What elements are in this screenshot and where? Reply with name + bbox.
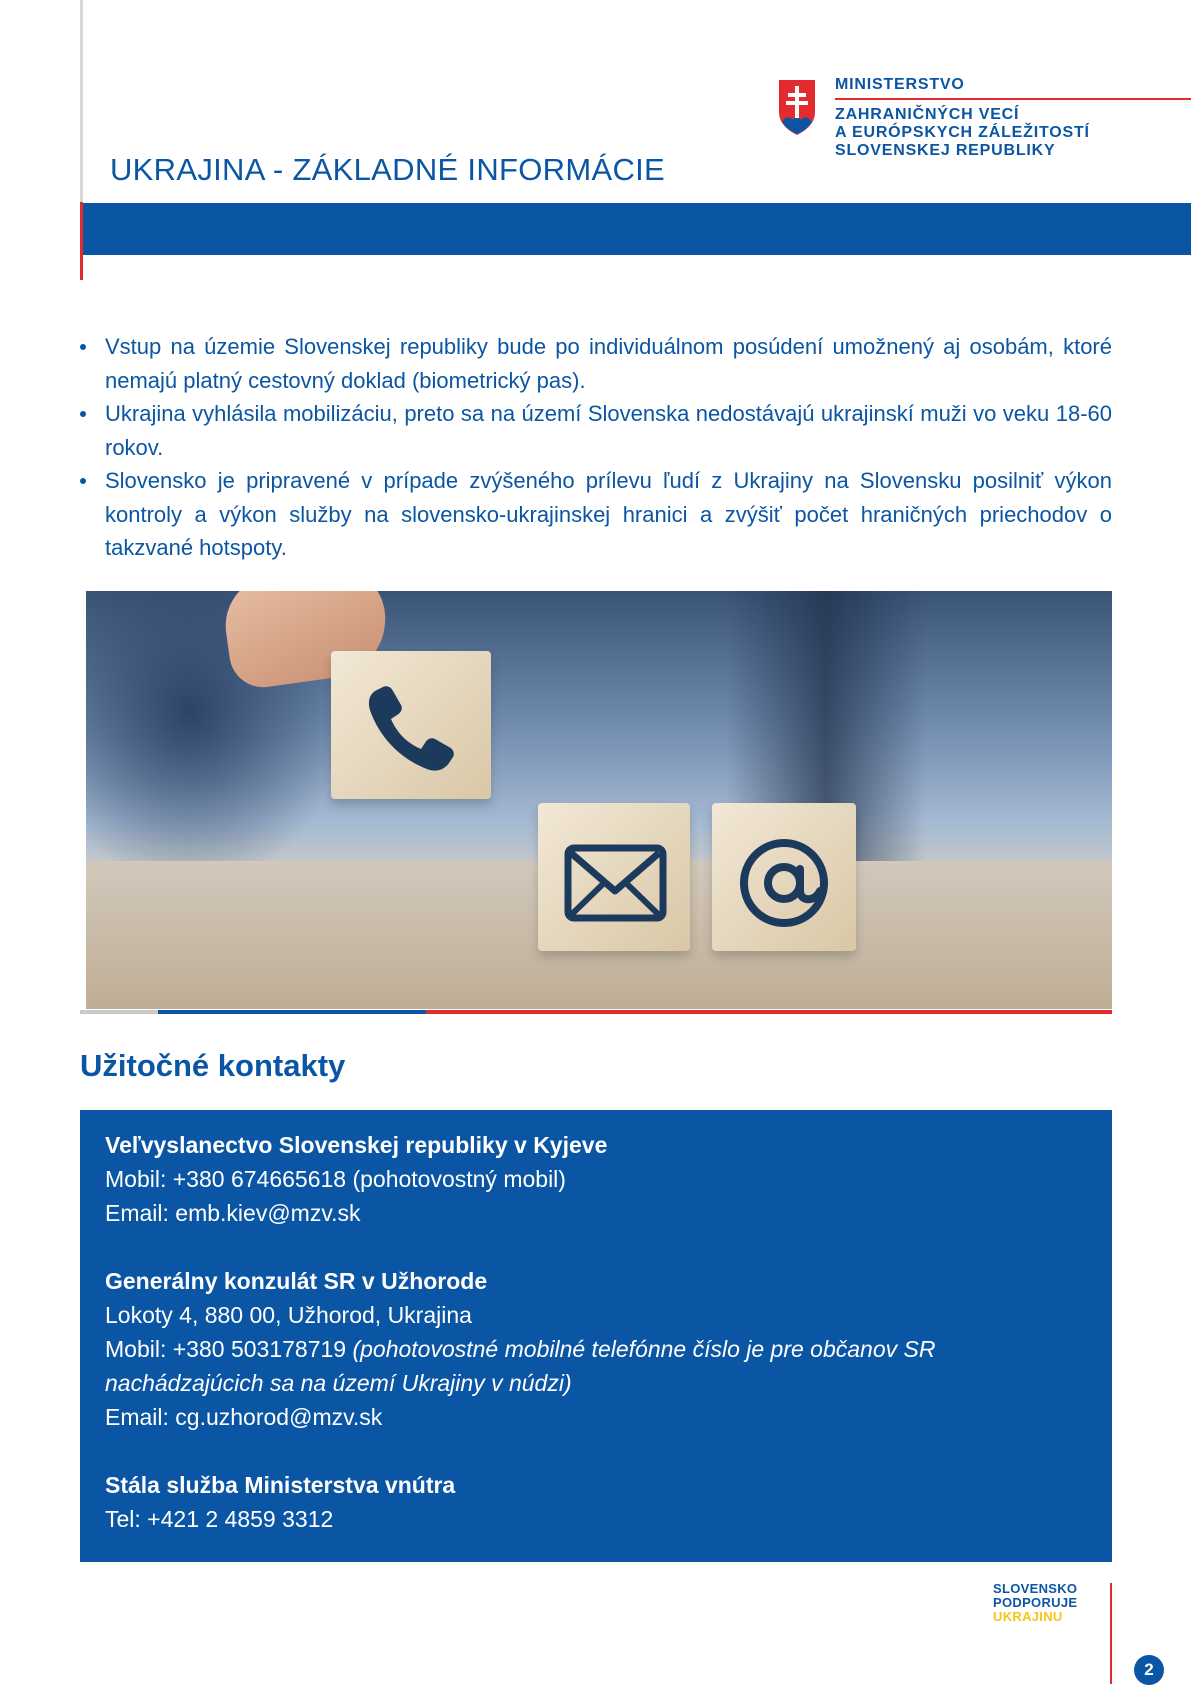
page-number-badge: 2 (1134, 1655, 1164, 1685)
slovak-coat-of-arms-icon (777, 78, 817, 136)
contact-embassy (105, 1128, 1005, 1230)
contact-name: Stála služba Ministerstva vnútra (105, 1472, 456, 1498)
contact-consulate (105, 1264, 1005, 1434)
footer-logo-line1: SLOVENSKO (993, 1581, 1078, 1596)
contacts-panel (80, 1110, 1112, 1562)
footer-logo-line3: UKRAJINU (993, 1609, 1063, 1624)
bullet-item: Ukrajina vyhlásila mobilizáciu, preto sa na území Slovenska nedostávajú ukrajinskí muži vo veku 18-60 rokov. (80, 397, 1112, 464)
ministry-red-rule (835, 98, 1191, 100)
contacts-heading: Užitočné kontakty (80, 1048, 346, 1083)
contact-cubes-photo (86, 591, 1112, 1009)
ministry-name-line1: MINISTERSTVO (835, 76, 965, 93)
contact-email: Email: cg.uzhorod@mzv.sk (105, 1404, 383, 1430)
contacts-content (105, 1128, 1005, 1536)
page-title: UKRAJINA - ZÁKLADNÉ INFORMÁCIE (110, 152, 666, 187)
bullet-item: Slovensko je pripravené v prípade zvýšeného prílevu ľudí z Ukrajiny na Slovensku posilniť výkon kontroly a výkon služby na slovensko-ukrajinskej hranici a zvýšiť počet hraničných priechodov o takzvané hotspoty. (80, 464, 1112, 565)
footer-logo-line2: PODPORUJE (993, 1595, 1078, 1610)
contact-mobile: Mobil: +380 674665618 (pohotovostný mobil) (105, 1166, 566, 1192)
ministry-name-line2: ZAHRANIČNÝCH VECÍ (835, 106, 1020, 123)
wooden-cube-envelope (538, 803, 690, 951)
contact-mobile-note: (pohotovostné mobilné telefónne číslo je pre občanov SR (352, 1336, 936, 1362)
tricolor-rule-red (426, 1010, 1112, 1014)
wooden-cube-phone (331, 651, 491, 799)
footer-red-rule (1110, 1583, 1112, 1684)
contact-mobile (105, 1332, 1005, 1366)
tricolor-rule-grey (80, 1010, 158, 1014)
left-red-accent (80, 202, 83, 280)
contact-interior (105, 1468, 1005, 1536)
contact-address: Lokoty 4, 880 00, Užhorod, Ukrajina (105, 1302, 472, 1328)
contact-mobile-number: Mobil: +380 503178719 (105, 1336, 353, 1362)
tricolor-rule-blue (158, 1010, 426, 1014)
ministry-name-line4: SLOVENSKEJ REPUBLIKY (835, 142, 1056, 159)
wooden-cube-at-sign (712, 803, 856, 951)
contact-name: Generálny konzulát SR v Užhorode (105, 1268, 488, 1294)
info-bullet-list (80, 330, 1112, 565)
phone-icon (331, 651, 491, 799)
ministry-name-rest (835, 106, 1090, 160)
ministry-logo (777, 76, 1191, 176)
ministry-name-line3: A EURÓPSKYCH ZÁLEŽITOSTÍ (835, 124, 1090, 141)
contact-email: Email: emb.kiev@mzv.sk (105, 1200, 361, 1226)
contact-name: Veľvyslanectvo Slovenskej republiky v Kyjeve (105, 1132, 608, 1158)
contact-mobile-note: nachádzajúcich sa na území Ukrajiny v núdzi) (105, 1370, 572, 1396)
at-sign-icon (712, 803, 856, 951)
bullet-item: Vstup na územie Slovenskej republiky bude po individuálnom posúdení umožnený aj osobám, ktoré nemajú platný cestovný doklad (biometrický pas). (80, 330, 1112, 397)
envelope-icon (538, 803, 690, 951)
contact-tel: Tel: +421 2 4859 3312 (105, 1506, 334, 1532)
header-blue-band (80, 203, 1191, 255)
slovensko-podporuje-ukrajinu-logo (993, 1582, 1077, 1624)
left-margin-rule (80, 0, 83, 202)
